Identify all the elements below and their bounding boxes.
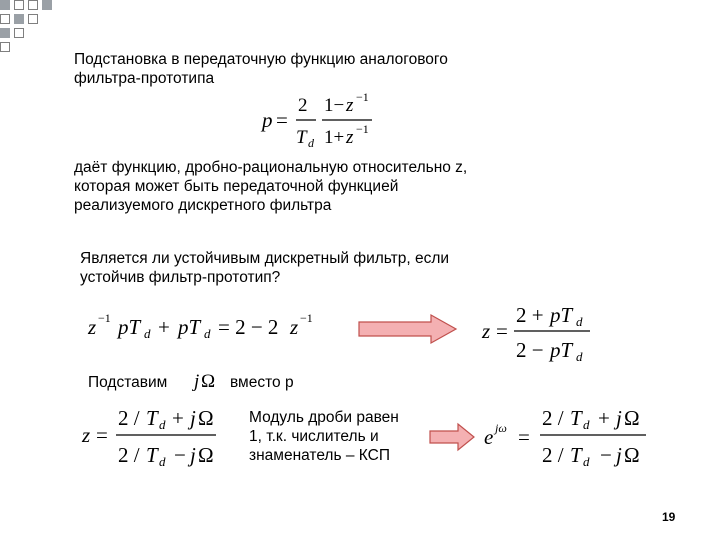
svg-text:z: z [88,315,97,339]
svg-text:−1: −1 [356,122,369,136]
svg-text:=: = [496,319,508,343]
modulus-line: 1, т.к. числитель и [249,428,379,445]
intro-line: фильтра-прототипа [74,70,215,87]
svg-text:d: d [583,417,590,432]
intro-text [74,50,448,88]
corner-square [28,14,38,24]
svg-text:−: − [600,443,612,467]
svg-text:2 /: 2 / [542,443,564,467]
gives-line: реализуемого дискретного фильтра [74,197,332,214]
svg-text:T: T [146,406,158,430]
z-jomega-equation [80,402,240,472]
svg-text:+: + [172,406,184,430]
svg-text:d: d [159,417,166,432]
svg-text:2: 2 [298,95,308,116]
svg-text:d: d [576,349,583,364]
gives-text [74,158,467,215]
svg-text:pT: pT [550,338,573,362]
page-number: 19 [662,510,676,524]
arrow-right-icon [357,313,459,345]
svg-text:pT: pT [118,315,141,339]
bilinear-equation [258,88,398,150]
svg-text:=: = [96,423,108,447]
corner-square [14,28,24,38]
svg-text:d: d [159,454,166,469]
svg-text:d: d [144,326,151,341]
rearranged-equation [84,308,334,344]
corner-square [14,14,24,24]
modulus-text [249,408,399,465]
instead-label: вместо p [230,374,294,391]
svg-text:1+: 1+ [324,127,345,148]
svg-text:+: + [598,406,610,430]
svg-text:−1: −1 [356,90,369,104]
corner-square [42,0,52,10]
svg-text:−: − [174,443,186,467]
corner-square [0,0,10,10]
substitute-label: Подставим [88,374,168,391]
intro-line: Подстановка в передаточную функцию аналогового [74,51,448,68]
svg-text:d: d [583,454,590,469]
svg-text:=: = [518,425,530,449]
svg-text:z: z [346,95,354,116]
svg-text:j: j [190,406,196,430]
corner-square [0,42,10,52]
e-jomega-equation [482,402,662,472]
question-line: Является ли устойчивым дискретный фильтр, если [80,250,450,267]
modulus-line: Модуль дроби равен [249,409,399,426]
svg-text:+: + [158,315,170,339]
svg-text:2 +: 2 + [516,303,544,327]
svg-text:e: e [484,425,494,449]
svg-text:jω: jω [495,421,507,435]
svg-text:j: j [616,443,622,467]
gives-line: даёт функцию, дробно-рациональную относительно z, [74,159,468,176]
svg-text:j: j [616,406,622,430]
svg-text:2 −: 2 − [516,338,544,362]
svg-text:2 /: 2 / [118,443,140,467]
svg-text:Ω: Ω [198,443,214,467]
corner-square [14,0,24,10]
svg-text:d: d [308,136,314,150]
svg-text:=: = [276,108,288,132]
gives-line: которая может быть передаточной функцией [74,178,399,195]
svg-text:Ω: Ω [624,406,640,430]
arrow-right-icon [428,422,476,452]
svg-text:2 /: 2 / [542,406,564,430]
svg-text:z: z [482,319,491,343]
svg-text:T: T [570,443,582,467]
corner-square [0,14,10,24]
corner-square [0,28,10,38]
svg-text:−1: −1 [98,311,111,325]
svg-text:z: z [290,315,299,339]
z-solution-equation [480,300,600,364]
svg-text:Ω: Ω [198,406,214,430]
svg-text:2 /: 2 / [118,406,140,430]
corner-square [28,0,38,10]
svg-text:Ω: Ω [201,371,216,392]
question-text [80,249,449,287]
svg-text:z: z [82,423,91,447]
svg-text:j: j [190,443,196,467]
svg-text:z: z [346,127,354,148]
svg-text:−1: −1 [300,311,313,325]
svg-text:pT: pT [550,303,573,327]
svg-text:T: T [570,406,582,430]
svg-text:Ω: Ω [624,443,640,467]
svg-text:d: d [576,314,583,329]
j-omega-symbol [190,368,226,392]
question-line: устойчив фильтр-прототип? [80,269,281,286]
svg-text:1−: 1− [324,95,345,116]
svg-text:p: p [262,108,273,132]
svg-text:j: j [194,371,200,392]
svg-text:T: T [146,443,158,467]
svg-text:= 2 − 2: = 2 − 2 [218,315,279,339]
svg-text:d: d [204,326,211,341]
modulus-line: знаменатель – КСП [249,447,390,464]
svg-text:T: T [296,127,307,148]
svg-text:pT: pT [178,315,201,339]
